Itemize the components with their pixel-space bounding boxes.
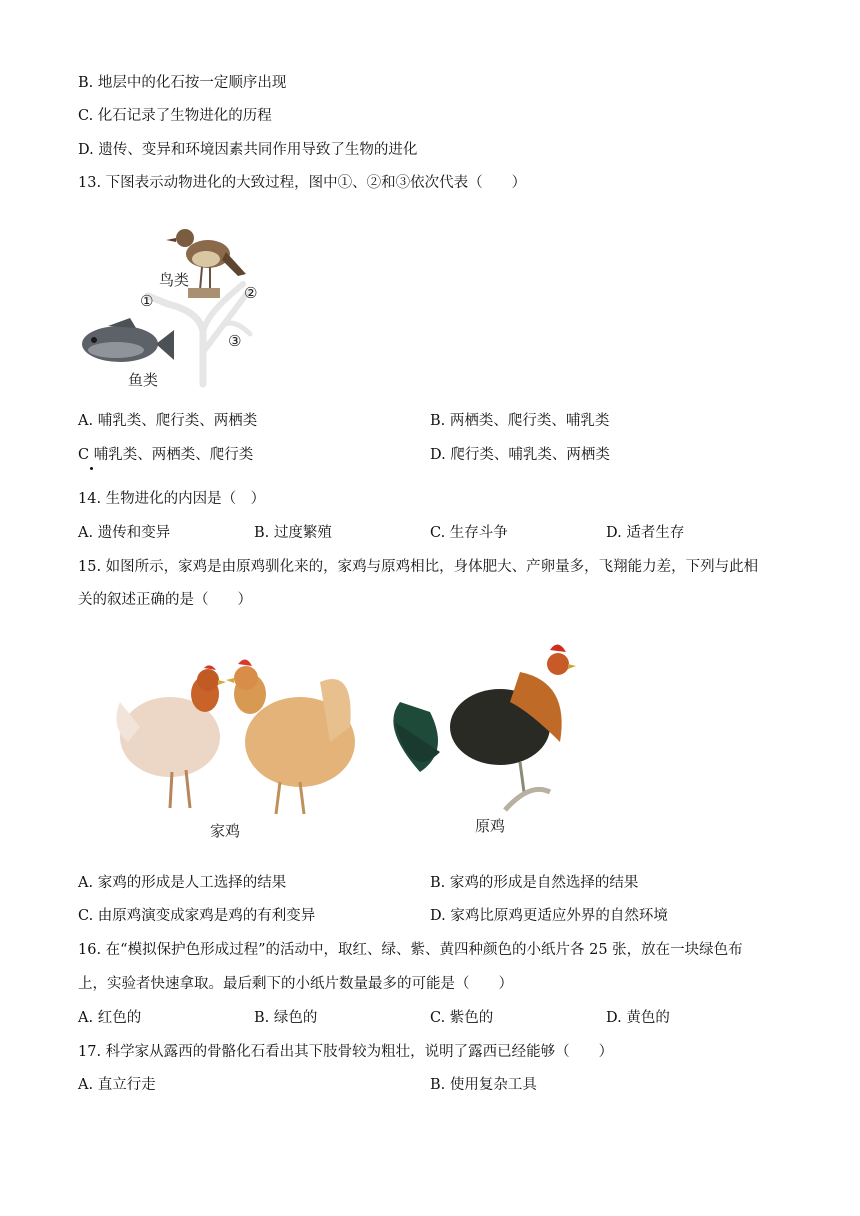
chicken-illustrations — [100, 632, 590, 847]
branch-mark-2: ② — [244, 284, 258, 302]
q16-option-d: D. 黄色的 — [606, 1010, 670, 1026]
q16-stem-line1: 16. 在“模拟保护色形成过程”的活动中，取红、绿、紫、黄四种颜色的小纸片各 25 张，放在一块绿色布 — [78, 942, 743, 958]
q16-option-a: A. 红色的 — [78, 1010, 142, 1026]
q15-option-c: C. 由原鸡演变成家鸡是鸡的有利变异 — [78, 908, 316, 924]
q15-stem-line2: 关的叙述正确的是（ ） — [78, 592, 252, 608]
fish-illustration — [82, 318, 174, 362]
q16-stem-line2: 上，实验者快速拿取。最后剩下的小纸片数量最多的可能是（ ） — [78, 976, 513, 992]
q13-option-d: D. 爬行类、哺乳类、两栖类 — [430, 447, 610, 463]
stray-dot — [90, 467, 93, 470]
q13-stem: 13. 下图表示动物进化的大致过程，图中①、②和③依次代表（ ） — [78, 175, 527, 191]
q14-option-d: D. 适者生存 — [606, 525, 685, 541]
q16-option-b: B. 绿色的 — [254, 1010, 318, 1026]
q17-option-b: B. 使用复杂工具 — [430, 1077, 537, 1093]
q15-option-d: D. 家鸡比原鸡更适应外界的自然环境 — [430, 908, 668, 924]
branch-mark-3: ③ — [228, 332, 242, 350]
domestic-chicken-label: 家鸡 — [210, 822, 241, 840]
q14-option-b: B. 过度繁殖 — [254, 525, 332, 541]
chicken-figure — [100, 632, 590, 847]
domestic-hen-right — [226, 659, 355, 814]
q15-option-a: A. 家鸡的形成是人工选择的结果 — [78, 875, 287, 891]
q14-option-a: A. 遗传和变异 — [78, 525, 171, 541]
q14-stem: 14. 生物进化的内因是（ ） — [78, 491, 266, 507]
q16-option-c: C. 紫色的 — [430, 1010, 494, 1026]
bird-label: 鸟类 — [159, 271, 190, 289]
q13-option-c: C 哺乳类、两栖类、爬行类 — [78, 447, 254, 463]
branch-mark-1: ① — [140, 292, 154, 310]
q17-stem: 17. 科学家从露西的骨骼化石看出其下肢骨较为粗壮，说明了露西已经能够（ ） — [78, 1044, 614, 1060]
wild-junglefowl — [393, 644, 576, 810]
wild-chicken-label: 原鸡 — [475, 817, 506, 835]
q13-option-a: A. 哺乳类、爬行类、两栖类 — [78, 413, 258, 429]
q17-option-a: A. 直立行走 — [78, 1077, 156, 1093]
fish-label: 鱼类 — [128, 371, 159, 389]
q13-option-b: B. 两栖类、爬行类、哺乳类 — [430, 413, 610, 429]
q15-stem-line1: 15. 如图所示，家鸡是由原鸡驯化来的，家鸡与原鸡相比，身体肥大、产卵量多，飞翔能力差，下列与此相 — [78, 559, 759, 575]
evolution-tree-figure — [78, 212, 278, 392]
prev-option-c: C. 化石记录了生物进化的历程 — [78, 108, 272, 124]
q15-option-b: B. 家鸡的形成是自然选择的结果 — [430, 875, 639, 891]
prev-option-d: D. 遗传、变异和环境因素共同作用导致了生物的进化 — [78, 142, 418, 158]
q14-option-c: C. 生存斗争 — [430, 525, 508, 541]
prev-option-b: B. 地层中的化石按一定顺序出现 — [78, 75, 287, 91]
evolution-tree-diagram — [78, 212, 278, 392]
domestic-hen-left — [116, 665, 226, 808]
